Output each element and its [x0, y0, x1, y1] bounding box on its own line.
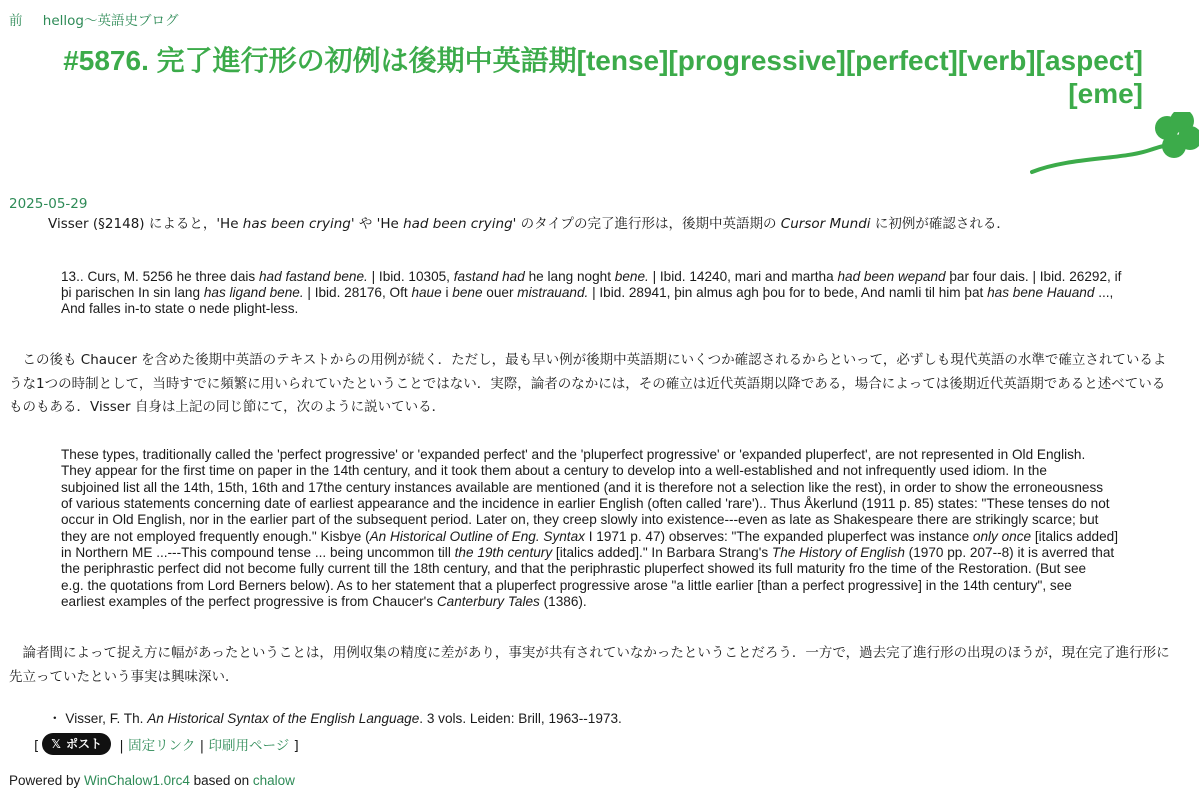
- text-span: Visser (§2148) によると，'He: [48, 216, 243, 232]
- commentary-paragraph: [9, 349, 1199, 420]
- text-span: ...,: [1094, 285, 1114, 301]
- x-post-label: ポスト: [65, 737, 102, 751]
- text-span: . 3 vols. Leiden: Brill, 1963--1973.: [419, 711, 622, 726]
- quote-line: They appear for the first time on paper in the 14th century, and it took them about a century to develop into a well-established and not infrequently used idiom. In the: [61, 463, 1047, 479]
- example-italic: had fastand bene.: [258, 269, 368, 284]
- text-span: | Ibid. 14240, mari and martha: [648, 269, 838, 284]
- permalink-link[interactable]: 固定リンク: [128, 738, 196, 754]
- text-span: in Northern ME ...---This compound tense ... being uncommon till: [61, 545, 455, 561]
- example-italic: bene.: [614, 269, 649, 284]
- text-span: i: [441, 285, 453, 301]
- quote-cursor-mundi: [61, 269, 1161, 318]
- powered-by: [9, 773, 295, 788]
- closing-paragraph: [9, 642, 1199, 689]
- quote-visser: [61, 447, 1171, 610]
- example-italic: bene: [452, 285, 483, 301]
- book-title-italic: An Historical Syntax of the English Language: [147, 711, 420, 726]
- text-span: I 1971 p. 47) observes: "The expanded pluperfect was instance: [584, 528, 973, 544]
- title-italic: Canterbury Tales: [436, 594, 540, 610]
- quote-line: And falles in-to state o nede plight-less.: [61, 301, 299, 317]
- separator: |: [114, 738, 129, 754]
- prev-link[interactable]: 前: [9, 13, 23, 29]
- text-span: Visser, F. Th.: [61, 711, 148, 726]
- example-italic: haue: [411, 285, 442, 301]
- example-italic: had been crying: [403, 216, 513, 232]
- separator: |: [195, 738, 209, 754]
- text-span: 13.. Curs, M. 5256 he three dais: [61, 269, 259, 284]
- x-post-button[interactable]: [42, 733, 111, 755]
- article-title: #5876. 完了進行形の初例は後期中英語期[tense][progressive][perfect][verb][aspect][eme]: [63, 45, 1143, 109]
- quote-line: of various statements concerning date of earliest appearance and the incidence in earlier English (often called 'rare').. Thus Åkerlund (1911 p. 85) states: "These tenses do not: [61, 496, 1110, 512]
- text-span: | Ibid. 28176, Oft: [303, 285, 412, 301]
- text-span: ' や 'He: [350, 216, 404, 232]
- text-span: they are not employed frequently enough." Kisbye (: [61, 528, 370, 544]
- quote-line: These types, traditionally called the 'perfect progressive' or 'expanded perfect' and the 'pluperfect progressive' or 'expanded pluperfect', are not represented in Old English.: [61, 447, 1086, 462]
- emphasis-italic: only once: [972, 528, 1032, 544]
- text-span: þar four dais. | Ibid. 26292, if: [945, 269, 1122, 284]
- example-italic: fastand had: [453, 269, 525, 284]
- text-span: earliest examples of the perfect progressive is from Chaucer's: [61, 594, 437, 610]
- text-span: (1386).: [539, 594, 587, 610]
- post-date: 2025-05-29: [9, 196, 88, 212]
- chalow-link[interactable]: chalow: [252, 773, 295, 788]
- clover-logo-icon: [1030, 112, 1199, 182]
- title-italic: Cursor Mundi: [780, 216, 871, 232]
- winchalow-link[interactable]: WinChalow1.0rc4: [84, 773, 190, 788]
- text-span: based on: [189, 773, 253, 788]
- blog-home-link[interactable]: hellog～英語史ブログ: [42, 13, 179, 29]
- entry-footer: [34, 733, 299, 755]
- x-logo-icon: 𝕏: [51, 737, 61, 751]
- text-span: [italics added]: [1031, 528, 1119, 544]
- text-line: ものもある．Visser 自身は上記の同じ節にて，次のように説いている．: [9, 399, 446, 415]
- text-span: þi parischen In sin lang: [61, 285, 204, 301]
- bibliography-item: [48, 707, 622, 727]
- top-nav: [9, 9, 179, 29]
- bracket: ]: [289, 738, 299, 754]
- quote-line: subjoined list all the 14th, 15th, 16th and 17the century instances available are mentioned (and it is therefore not a selection like the rest), in order to show the erroneousness: [61, 479, 1104, 495]
- text-line: この後も Chaucer を含めた後期中英語のテキストからの用例が続く．ただし，最も早い例が後期中英語期にいくつか確認されるからといって，必ずしも現代英語の水準で確立されているよ: [9, 352, 1167, 368]
- text-line: 論者間によって捉え方に幅があったということは，用例収集の精度に差があり，事実が共有されていなかったということだろう．一方で，過去完了進行形の出現のほうが，現在完了進行形に: [9, 645, 1170, 661]
- title-italic: An Historical Outline of Eng. Syntax: [369, 528, 585, 544]
- quote-line: occur in Old English, nor in the earlier part of the subsequent period. Later on, they creep slowly into existence---even as late as Shakespeare there are strikingly scarce; but: [61, 512, 1099, 528]
- text-span: (1970 pp. 207--8) it is averred that: [904, 545, 1115, 561]
- emphasis-italic: the 19th century: [454, 545, 553, 561]
- text-line: 先立っていたという事実は興味深い．: [9, 668, 239, 685]
- text-span: he lang noght: [524, 269, 615, 284]
- text-span: [italics added]." In Barbara Strang's: [552, 545, 772, 561]
- text-span: ' のタイプの完了進行形は，後期中英語期の: [512, 216, 781, 232]
- text-span: ouer: [482, 285, 518, 301]
- example-italic: has bene Hauand: [987, 285, 1095, 301]
- text-span: | Ibid. 10305,: [367, 269, 454, 284]
- text-span: に初例が確認される．: [870, 216, 1010, 232]
- intro-paragraph: [48, 213, 1010, 237]
- text-span: | Ibid. 28941, þin almus agh þou for to bede, And namli til him þat: [588, 285, 988, 301]
- quote-line: e.g. the quotations from Lord Berners below). As to her statement that a pluperfect progressive arose "a little earlier [than a perfect progressive] in the 14th century", see: [61, 577, 1072, 593]
- example-italic: mistrauand.: [517, 285, 589, 301]
- example-italic: had been wepand: [837, 269, 946, 284]
- title-italic: The History of English: [771, 545, 905, 561]
- quote-line: the periphrastic perfect did not become fully current till the 18th century, and that the periphrastic pluperfect showed its full maturity fro the time of the Restoration. (But see: [61, 561, 1087, 577]
- example-italic: has been crying: [242, 216, 351, 232]
- bullet: ・: [48, 711, 62, 726]
- example-italic: has ligand bene.: [203, 285, 304, 301]
- print-page-link[interactable]: 印刷用ページ: [208, 738, 290, 754]
- bracket: [: [34, 738, 40, 754]
- text-span: Powered by: [9, 773, 85, 788]
- text-line: うな1つの時制として，当時すでに頻繁に用いられていたということではない．実際，論者のなかには，その確立は近代英語期以降である，場合によっては後期近代英語期であると述べている: [9, 375, 1166, 392]
